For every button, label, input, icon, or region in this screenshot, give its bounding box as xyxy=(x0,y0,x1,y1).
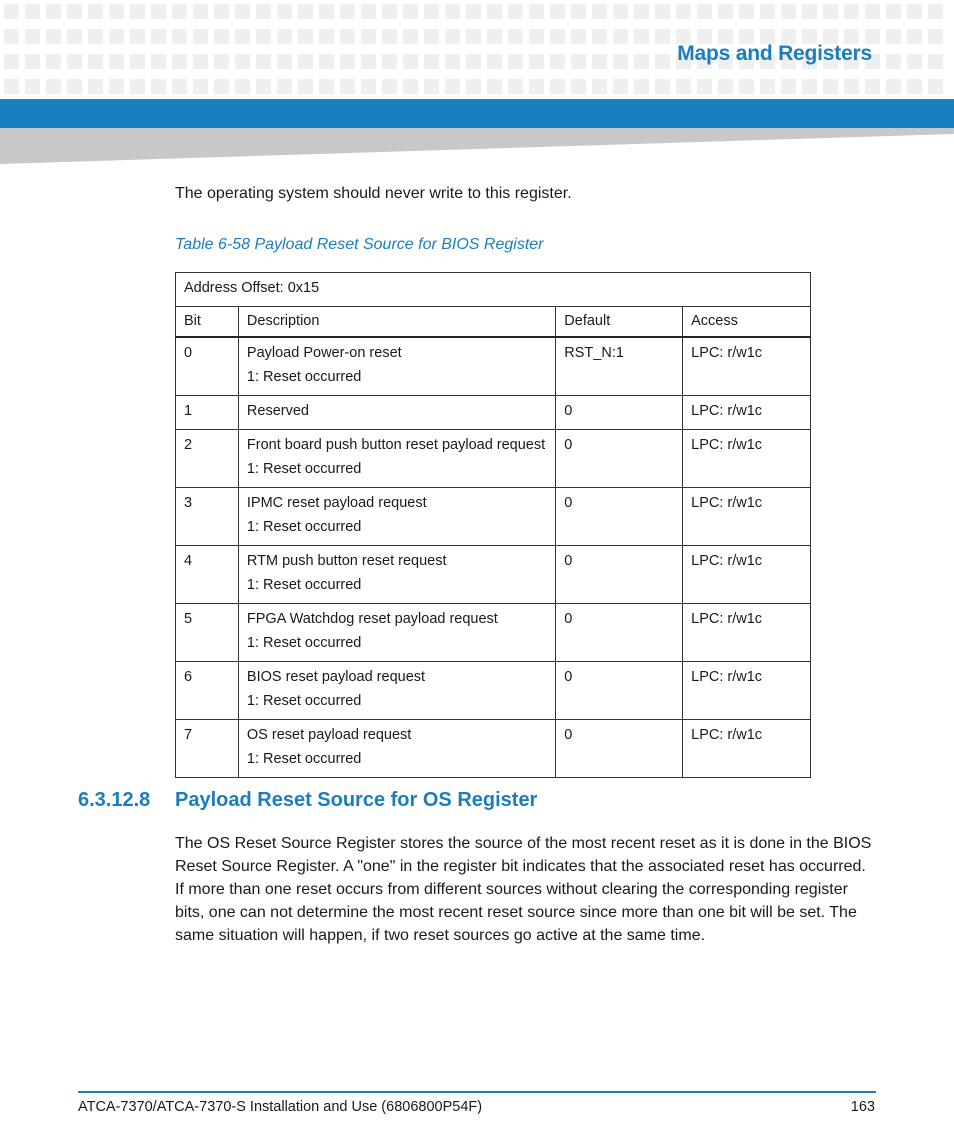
pattern-square xyxy=(655,4,670,19)
table-row xyxy=(176,720,811,778)
table-row xyxy=(176,604,811,662)
footer-rule xyxy=(78,1091,876,1093)
description-cell xyxy=(238,662,555,720)
pattern-square xyxy=(172,29,187,44)
default-cell: 0 xyxy=(556,662,683,720)
pattern-square xyxy=(172,4,187,19)
pattern-square xyxy=(109,79,124,94)
table-row xyxy=(176,430,811,488)
pattern-square xyxy=(802,79,817,94)
pattern-square xyxy=(907,54,922,69)
description-line: Reserved xyxy=(246,403,309,419)
pattern-square xyxy=(550,4,565,19)
table-row xyxy=(176,337,811,396)
pattern-square xyxy=(907,4,922,19)
bit-cell: 4 xyxy=(176,546,239,604)
pattern-square xyxy=(697,79,712,94)
pattern-square xyxy=(151,79,166,94)
pattern-square xyxy=(697,4,712,19)
pattern-square xyxy=(319,4,334,19)
pattern-square xyxy=(235,54,250,69)
pattern-square xyxy=(655,29,670,44)
pattern-square xyxy=(466,4,481,19)
pattern-square xyxy=(235,29,250,44)
pattern-square xyxy=(277,79,292,94)
pattern-square xyxy=(487,29,502,44)
header-title: Maps and Registers xyxy=(677,42,872,65)
pattern-square xyxy=(823,4,838,19)
section-number: 6.3.12.8 xyxy=(78,789,151,811)
pattern-square xyxy=(487,79,502,94)
register-table xyxy=(175,272,811,778)
pattern-square xyxy=(340,54,355,69)
pattern-square xyxy=(361,54,376,69)
pattern-square xyxy=(760,4,775,19)
pattern-square xyxy=(277,29,292,44)
pattern-square xyxy=(109,4,124,19)
pattern-square xyxy=(739,79,754,94)
default-cell: 0 xyxy=(556,604,683,662)
pattern-square xyxy=(571,4,586,19)
pattern-square xyxy=(571,29,586,44)
header-grey-swoosh xyxy=(0,128,954,164)
pattern-square xyxy=(151,54,166,69)
pattern-square xyxy=(676,79,691,94)
pattern-square xyxy=(277,54,292,69)
access-cell: LPC: r/w1c xyxy=(683,396,811,430)
pattern-square xyxy=(193,54,208,69)
pattern-square xyxy=(88,79,103,94)
pattern-square xyxy=(445,4,460,19)
column-header-access: Access xyxy=(683,307,811,338)
access-cell: LPC: r/w1c xyxy=(683,546,811,604)
pattern-square xyxy=(319,29,334,44)
table-body xyxy=(176,337,811,778)
bit-cell: 1 xyxy=(176,396,239,430)
pattern-square xyxy=(508,4,523,19)
pattern-square xyxy=(529,4,544,19)
description-line: IPMC reset payload request xyxy=(246,495,427,511)
pattern-square xyxy=(298,4,313,19)
pattern-square xyxy=(445,79,460,94)
pattern-square xyxy=(613,54,628,69)
description-line: FPGA Watchdog reset payload request xyxy=(246,611,498,627)
pattern-square xyxy=(151,29,166,44)
pattern-square xyxy=(466,29,481,44)
pattern-square xyxy=(928,4,943,19)
default-cell: 0 xyxy=(556,396,683,430)
bit-cell: 5 xyxy=(176,604,239,662)
pattern-square xyxy=(571,54,586,69)
description-cell xyxy=(238,720,555,778)
pattern-square xyxy=(529,79,544,94)
pattern-square xyxy=(865,79,880,94)
pattern-square xyxy=(235,79,250,94)
bit-cell: 3 xyxy=(176,488,239,546)
description-line: 1: Reset occurred xyxy=(246,577,362,593)
pattern-square xyxy=(445,29,460,44)
pattern-square xyxy=(886,29,901,44)
pattern-square xyxy=(256,54,271,69)
pattern-square xyxy=(277,4,292,19)
pattern-square xyxy=(613,29,628,44)
pattern-square xyxy=(508,54,523,69)
description-cell xyxy=(238,604,555,662)
table-row xyxy=(176,488,811,546)
pattern-square xyxy=(25,54,40,69)
pattern-square xyxy=(46,54,61,69)
description-line: 1: Reset occurred xyxy=(246,751,362,767)
pattern-square xyxy=(361,4,376,19)
pattern-square xyxy=(172,79,187,94)
pattern-square xyxy=(403,54,418,69)
pattern-square xyxy=(802,4,817,19)
pattern-square xyxy=(592,54,607,69)
pattern-square xyxy=(130,4,145,19)
pattern-square xyxy=(403,79,418,94)
column-header-bit: Bit xyxy=(176,307,239,338)
pattern-square xyxy=(25,29,40,44)
pattern-square xyxy=(193,29,208,44)
pattern-square xyxy=(634,54,649,69)
pattern-square xyxy=(235,4,250,19)
description-line: Payload Power-on reset xyxy=(246,345,402,361)
pattern-square xyxy=(319,54,334,69)
pattern-square xyxy=(592,4,607,19)
pattern-square xyxy=(130,54,145,69)
pattern-square xyxy=(508,29,523,44)
pattern-square xyxy=(88,54,103,69)
pattern-square xyxy=(634,79,649,94)
pattern-square xyxy=(928,79,943,94)
column-header-description: Description xyxy=(238,307,555,338)
address-offset-cell: Address Offset: 0x15 xyxy=(176,273,811,307)
description-line: OS reset payload request xyxy=(246,727,412,743)
table-row xyxy=(176,546,811,604)
description-cell xyxy=(238,488,555,546)
default-cell: 0 xyxy=(556,720,683,778)
pattern-square xyxy=(67,29,82,44)
table-row xyxy=(176,396,811,430)
default-cell: 0 xyxy=(556,430,683,488)
pattern-square xyxy=(886,4,901,19)
pattern-square xyxy=(193,4,208,19)
pattern-square xyxy=(382,29,397,44)
pattern-square xyxy=(718,79,733,94)
bit-cell: 0 xyxy=(176,337,239,396)
pattern-square xyxy=(4,79,19,94)
pattern-square xyxy=(592,29,607,44)
pattern-square xyxy=(781,4,796,19)
pattern-square xyxy=(613,79,628,94)
bit-cell: 2 xyxy=(176,430,239,488)
access-cell: LPC: r/w1c xyxy=(683,720,811,778)
description-line: RTM push button reset request xyxy=(246,553,447,569)
pattern-square xyxy=(466,79,481,94)
section-heading xyxy=(78,789,537,812)
pattern-square xyxy=(46,79,61,94)
pattern-square xyxy=(550,54,565,69)
pattern-square xyxy=(403,4,418,19)
pattern-square xyxy=(172,54,187,69)
pattern-square xyxy=(886,54,901,69)
pattern-square xyxy=(424,29,439,44)
bit-cell: 7 xyxy=(176,720,239,778)
description-line: 1: Reset occurred xyxy=(246,635,362,651)
description-line: 1: Reset occurred xyxy=(246,693,362,709)
pattern-square xyxy=(340,79,355,94)
access-cell: LPC: r/w1c xyxy=(683,662,811,720)
pattern-square xyxy=(865,4,880,19)
pattern-square xyxy=(424,4,439,19)
description-line: 1: Reset occurred xyxy=(246,519,362,535)
pattern-square xyxy=(424,54,439,69)
pattern-square xyxy=(529,54,544,69)
pattern-square xyxy=(382,54,397,69)
pattern-square xyxy=(67,4,82,19)
pattern-square xyxy=(46,29,61,44)
access-cell: LPC: r/w1c xyxy=(683,430,811,488)
bit-cell: 6 xyxy=(176,662,239,720)
pattern-square xyxy=(4,29,19,44)
pattern-square xyxy=(613,4,628,19)
table-row xyxy=(176,662,811,720)
pattern-square xyxy=(214,4,229,19)
description-line: 1: Reset occurred xyxy=(246,461,362,477)
pattern-square xyxy=(634,4,649,19)
pattern-square xyxy=(4,54,19,69)
pattern-square xyxy=(907,29,922,44)
pattern-square xyxy=(340,29,355,44)
footer-document-title: ATCA-7370/ATCA-7370-S Installation and Use (6806800P54F) xyxy=(78,1099,483,1115)
description-line: BIOS reset payload request xyxy=(246,669,426,685)
pattern-square xyxy=(445,54,460,69)
pattern-square xyxy=(256,4,271,19)
default-cell: 0 xyxy=(556,488,683,546)
table-caption: Table 6-58 Payload Reset Source for BIOS Register xyxy=(175,236,544,253)
pattern-square xyxy=(130,79,145,94)
pattern-square xyxy=(109,29,124,44)
pattern-square xyxy=(739,4,754,19)
description-line: 1: Reset occurred xyxy=(246,369,362,385)
pattern-square xyxy=(928,29,943,44)
pattern-square xyxy=(844,4,859,19)
pattern-square xyxy=(382,4,397,19)
section-paragraph: The OS Reset Source Register stores the source of the most recent reset as it is done in the BIOS Reset Source Register. A "one" in the register bit indicates that the associated reset has occurred. If more than one reset occurs from different sources without clearing the corresponding register bits, one can not determine the most recent reset source since more than one bit will be set. The same situation will happen, if two reset sources go active at the same time. xyxy=(175,835,872,944)
pattern-square xyxy=(382,79,397,94)
pattern-square xyxy=(676,4,691,19)
footer-page-number: 163 xyxy=(850,1099,875,1115)
pattern-square xyxy=(781,79,796,94)
pattern-square xyxy=(109,54,124,69)
pattern-square xyxy=(508,79,523,94)
pattern-square xyxy=(487,54,502,69)
pattern-square xyxy=(487,4,502,19)
description-cell xyxy=(238,546,555,604)
pattern-square xyxy=(592,79,607,94)
pattern-square xyxy=(634,29,649,44)
pattern-square xyxy=(529,29,544,44)
pattern-square xyxy=(361,29,376,44)
pattern-square xyxy=(4,4,19,19)
pattern-square xyxy=(25,4,40,19)
access-cell: LPC: r/w1c xyxy=(683,488,811,546)
pattern-square xyxy=(466,54,481,69)
access-cell: LPC: r/w1c xyxy=(683,337,811,396)
section-title: Payload Reset Source for OS Register xyxy=(175,789,538,811)
pattern-square xyxy=(718,4,733,19)
pattern-square xyxy=(928,54,943,69)
pattern-square xyxy=(550,79,565,94)
pattern-square xyxy=(823,79,838,94)
pattern-square xyxy=(655,79,670,94)
pattern-square xyxy=(67,79,82,94)
description-cell xyxy=(238,430,555,488)
pattern-square xyxy=(256,29,271,44)
pattern-square xyxy=(88,4,103,19)
pattern-square xyxy=(760,79,775,94)
pattern-square xyxy=(193,79,208,94)
pattern-square xyxy=(298,29,313,44)
column-header-default: Default xyxy=(556,307,683,338)
pattern-square xyxy=(67,54,82,69)
pattern-square xyxy=(214,29,229,44)
pattern-square xyxy=(214,79,229,94)
pattern-square xyxy=(844,79,859,94)
pattern-square xyxy=(571,79,586,94)
pattern-square xyxy=(424,79,439,94)
pattern-square xyxy=(214,54,229,69)
pattern-square xyxy=(655,54,670,69)
description-cell xyxy=(238,396,555,430)
pattern-square xyxy=(298,54,313,69)
pattern-square xyxy=(88,29,103,44)
pattern-square xyxy=(256,79,271,94)
pattern-square xyxy=(25,79,40,94)
pattern-square xyxy=(907,79,922,94)
pattern-square xyxy=(46,4,61,19)
header-blue-bar xyxy=(0,99,954,128)
address-offset-row xyxy=(176,273,811,307)
pattern-square xyxy=(340,4,355,19)
access-cell: LPC: r/w1c xyxy=(683,604,811,662)
intro-text: The operating system should never write to this register. xyxy=(175,185,572,202)
pattern-square xyxy=(550,29,565,44)
pattern-square xyxy=(298,79,313,94)
description-cell xyxy=(238,337,555,396)
table-header-row xyxy=(176,307,811,338)
pattern-square xyxy=(403,29,418,44)
pattern-square xyxy=(361,79,376,94)
pattern-square xyxy=(886,79,901,94)
pattern-square xyxy=(130,29,145,44)
pattern-square xyxy=(319,79,334,94)
description-line: Front board push button reset payload request xyxy=(246,437,546,453)
default-cell: 0 xyxy=(556,546,683,604)
default-cell: RST_N:1 xyxy=(556,337,683,396)
pattern-square xyxy=(151,4,166,19)
